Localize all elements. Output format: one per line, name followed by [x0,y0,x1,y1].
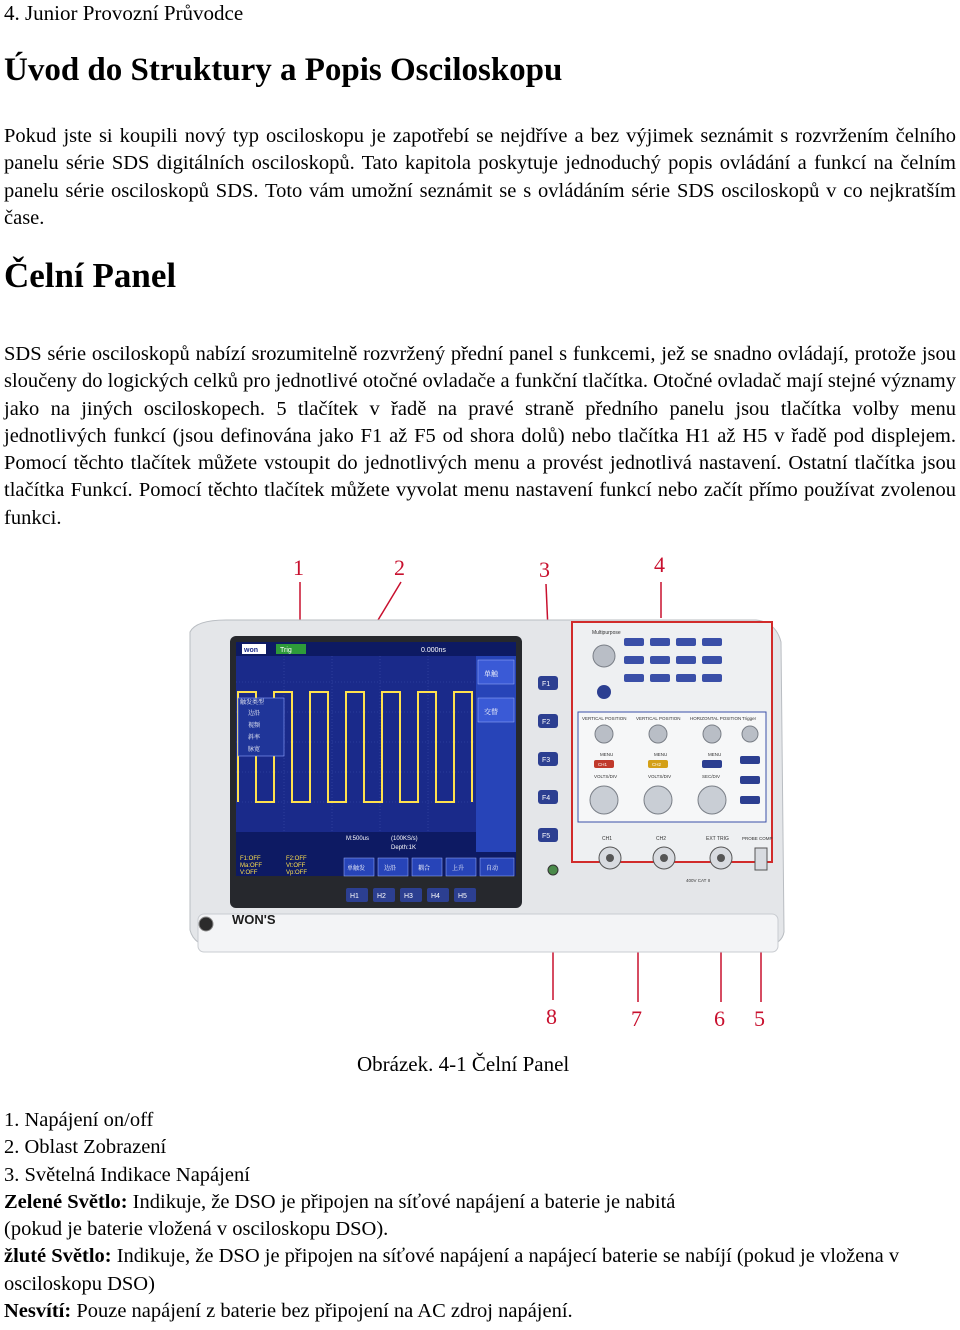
svg-text:SEC/DIV: SEC/DIV [702,774,721,779]
svg-text:Trigger: Trigger [742,716,757,721]
power-button [199,917,213,931]
svg-text:CH2: CH2 [656,836,667,842]
svg-text:H3: H3 [404,893,413,900]
intro-paragraph: Pokud jste si koupili nový typ osciloskopu je zapotřebí se nejdříve a bez výjimek seznámit s rozvržením čelního panelu série SDS digitálních osciloskopů. Tato kapitola poskytuje jednoduchý popis ovládání a funkcí na čelním panelu série osciloskopů SDS. Toto vám umožní seznámit se s ovládáním série SDS osciloskopů v co nejkratším čase. [4,125,956,229]
status-left: Ma:OFF [240,863,262,869]
bottom-menu-item: 自动 [486,866,499,872]
svg-text:VOLTS/DIV: VOLTS/DIV [594,774,618,779]
callout-6: 6 [714,1006,725,1031]
status-right: Vp:OFF [286,870,308,876]
svg-text:MENU: MENU [600,752,614,757]
callout-8: 8 [546,1004,557,1029]
callout-2: 2 [394,555,405,580]
callout-5: 5 [754,1006,765,1031]
svg-text:400V CAT II: 400V CAT II [686,878,711,883]
section-paragraph: SDS série osciloskopů nabízí srozumitelně rozvržený přední panel s funkcemi, jež se snadno ovládají, protože jsou sloučeny do logických celků pro jednotlivé otočné ovladače a funkční tlačítka. Otočné ovladač mají stejné významy jako na jiných osciloskopech. 5 tlačítek v řadě na pravé straně předního panelu jsou tlačítka volby menu jednotlivých funkcí (jsou definována jako F1 až F5 od shora dolů) nebo tlačítka H1 až H5 v řadě pod displejem. Pomocí těchto tlačítek můžete vstoupit do jednotlivých menu a provést jednotlivá nastavení. Ostatní tlačítka jsou tlačítka Funkcí. Pomocí těchto tlačítek můžete vyvolat menu nastavení funkcí nebo začít přímo používat zvolenou funkci. [4,343,956,529]
svg-text:H2: H2 [377,893,386,900]
list-item: (pokud je baterie vložená v osciloskopu DSO). [4,1218,389,1241]
svg-text:MENU: MENU [708,752,722,757]
callout-1: 1 [293,555,304,580]
bottom-menu-item: 上升 [452,866,465,872]
svg-text:H4: H4 [431,893,440,900]
sample-rate-readout: (100KS/s) [391,836,418,842]
left-menu-item: 视频 [248,723,261,729]
svg-text:MENU: MENU [654,752,668,757]
svg-text:H1: H1 [350,893,359,900]
trig-status: Trig [280,647,292,654]
list-item: 1. Napájení on/off [4,1109,154,1131]
depth-readout: Depth:1K [391,845,417,851]
figure-caption: Obrázek. 4-1 Čelní Panel [357,1052,570,1076]
list-item: Zelené Světlo: Indikuje, že DSO je připojen na síťové napájení a baterie je nabitá [4,1190,676,1213]
timebase-readout: M:500us [346,836,370,842]
callout-7: 7 [631,1006,642,1031]
bottom-menu-item: 单触发 [347,866,366,872]
svg-text:F3: F3 [542,757,551,764]
svg-text:F1: F1 [542,681,551,688]
oscilloscope-figure [176,552,790,1032]
legend-list [4,1107,956,1325]
svg-text:won: won [244,647,258,654]
list-item: 2. Oblast Zobrazení [4,1136,167,1159]
callout-3: 3 [539,557,550,582]
status-left: F1:OFF [240,856,261,862]
status-right: Vt:OFF [286,863,306,869]
bottom-menu-item: 耦合 [418,866,431,872]
svg-text:VERTICAL POSITION: VERTICAL POSITION [582,716,627,721]
svg-text:HORIZONTAL POSITION: HORIZONTAL POSITION [690,716,742,721]
svg-text:VERTICAL POSITION: VERTICAL POSITION [636,716,681,721]
svg-text:CH2: CH2 [652,762,662,767]
status-left: V:OFF [240,870,258,876]
list-item: Nesvítí: Pouze napájení z baterie bez připojení na AC zdroj napájení. [4,1300,573,1323]
svg-text:H5: H5 [458,893,467,900]
power-led [548,865,558,875]
status-right: F2:OFF [286,856,307,862]
chapter-header: 4. Junior Provozní Průvodce [4,1,244,25]
section-title: Čelní Panel [4,256,177,295]
svg-text:CH1: CH1 [598,762,608,767]
oscilloscope-drawing [176,552,790,1032]
left-menu-item: 斜率 [248,735,261,741]
bottom-menu-item: 边沿 [384,866,397,872]
left-menu-item: 脉宽 [248,747,261,753]
svg-text:PROBE COMP: PROBE COMP [742,836,773,841]
svg-text:VOLTS/DIV: VOLTS/DIV [648,774,672,779]
right-menu-item: 单触 [484,671,498,678]
list-item: 3. Světelná Indikace Napájení [4,1163,250,1186]
right-menu-item: 交替 [484,709,498,716]
brand-logo: WON'S [232,912,276,927]
list-item: žluté Světlo: Indikuje, že DSO je připojen na síťové napájení a napájecí baterie se nabíjí (pokud je vložena v osciloskopu DSO) [4,1245,900,1295]
menu-title: 触发类型 [240,700,265,706]
svg-text:F5: F5 [542,833,551,840]
trig-time: 0.000ns [421,647,446,654]
svg-text:CH1: CH1 [602,836,613,842]
svg-text:F2: F2 [542,719,551,726]
svg-text:F4: F4 [542,795,551,802]
svg-text:EXT TRIG: EXT TRIG [706,836,729,842]
svg-text:Multipurpose: Multipurpose [592,630,621,636]
callout-4: 4 [654,552,665,577]
h-buttons [346,888,476,902]
left-menu-item: 边沿 [248,711,261,717]
page-title: Úvod do Struktury a Popis Osciloskopu [4,52,563,88]
